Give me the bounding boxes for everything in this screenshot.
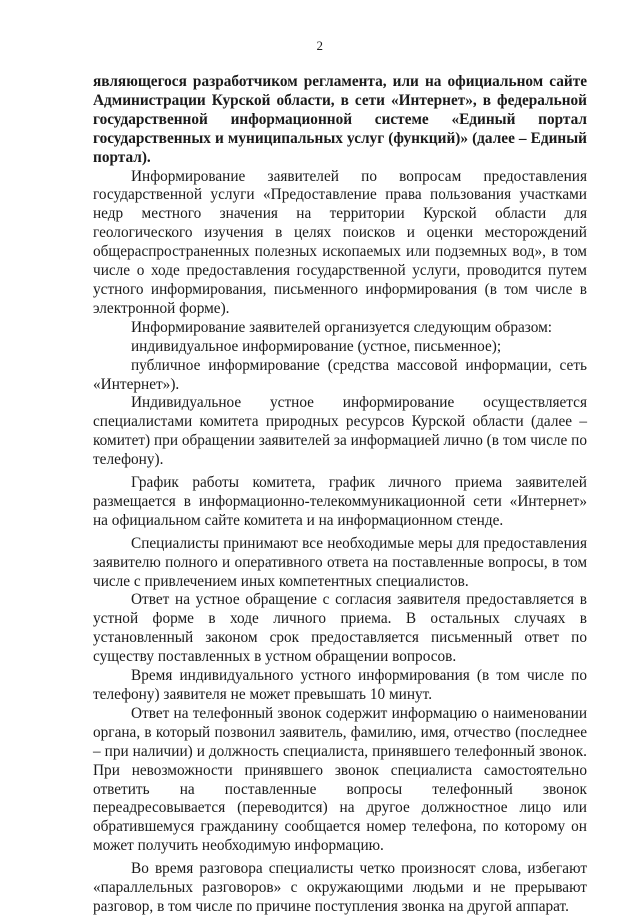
paragraph-continuation: являющегося разработчиком регламента, или на официальном сайте Администрации Курской области, в сети «Интернет», в федеральной государственной информационной системе «Единый портал государственных и муниципальных услуг (функций)» (далее – Единый портал). — [93, 73, 587, 166]
paragraph-individual-informing: индивидуальное информирование (устное, письменное); — [131, 337, 502, 355]
document-body — [93, 73, 587, 917]
paragraph-oral-informing: Индивидуальное устное информирование осуществляется специалистами комитета природных ресурсов Курской области (далее – комитет) при обращении заявителей за информацией лично (в том числе по телефону). — [93, 394, 587, 469]
page-number: 2 — [316, 38, 324, 53]
paragraph-work-schedule: График работы комитета, график личного приема заявителей размещается в информационно-телекоммуникационной сети «Интернет» на официальном сайте комитета и на информационном стенде. — [93, 474, 587, 529]
paragraph-informing-time: Время индивидуального устного информирования (в том числе по телефону) заявителя не может превышать 10 минут. — [93, 667, 587, 703]
paragraph-conversation-rules: Во время разговора специалисты четко произносят слова, избегают «параллельных разговоров» с окружающими людьми и не прерывают разговор, в том числе по причине поступления звонка на другой аппарат. — [93, 860, 587, 915]
paragraph-informing-organization: Информирование заявителей организуется следующим образом: — [131, 318, 553, 336]
paragraph-specialists-measures: Специалисты принимают все необходимые меры для предоставления заявителю полного и оперативного ответа на поставленные вопросы, в том числе с привлечением иных компетентных специалистов. — [93, 534, 587, 590]
paragraph-public-informing: публичное информирование (средства массовой информации, сеть «Интернет»). — [93, 356, 587, 393]
paragraph-informing-applicants: Информирование заявителей по вопросам предоставления государственной услуги «Предоставление права пользования участками недр местного значения на территории Курской области для геологического изучения в целях поисков и оценки месторождений общераспространенных полезных ископаемых или подземных вод», в том числе о ходе предоставления государственной услуги, проводится путем устного информирования, письменного информирования (в том числе в электронной форме). — [93, 167, 587, 317]
paragraph-oral-appeal-answer: Ответ на устное обращение с согласия заявителя предоставляется в устной форме в ходе личного приема. В остальных случаях в установленный законом срок предоставляется письменный ответ по существу поставленных в устном обращении вопросов. — [93, 591, 587, 666]
paragraph-phone-call-answer: Ответ на телефонный звонок содержит информацию о наименовании органа, в который позвонил заявитель, фамилию, имя, отчество (последнее – при наличии) и должность специалиста, принявшего телефонный звонок. При невозможности принявшего звонок специалиста самостоятельно ответить на поставленные вопросы телефонный звонок переадресовывается (переводится) на другое должностное лицо или обратившемуся гражданину сообщается номер телефона, по которому он может получить необходимую информацию. — [93, 704, 587, 855]
